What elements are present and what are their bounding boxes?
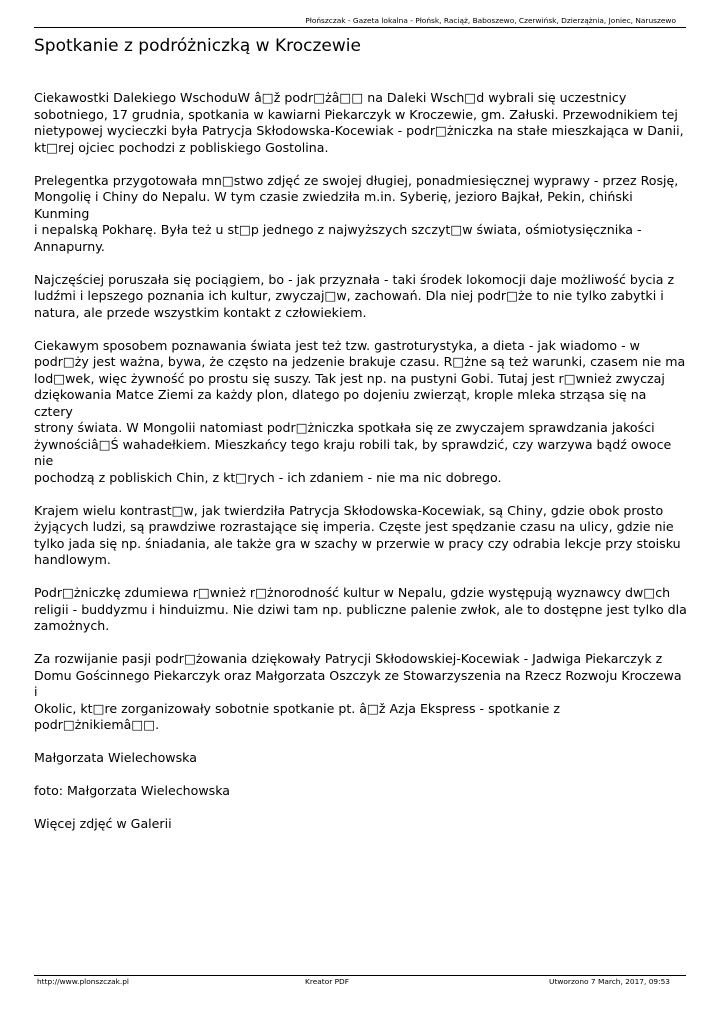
article-body [34,90,689,849]
paragraph-intro: Ciekawostki Dalekiego WschoduW â□ž podr□żâ□□ na Daleki Wsch□d wybrali się uczestnicy sobotniego, 17 grudnia, spotkania w kawiarni Piekarczyk w Kroczewie, gm. Załuski. Przewodnikiem tej nietypowej wycieczki była Patrycja Skłodowska-Kocewiak - podr□żniczka na stałe mieszkająca w Danii, kt□rej ojciec pochodzi z pobliskiego Gostolina. [34,90,684,155]
author-line: Małgorzata Wielechowska [34,750,197,765]
paragraph-nepal: Podr□żniczkę zdumiewa r□wnież r□żnorodność kultur w Nepalu, gdzie występują wyznawcy dw□ch religii - buddyzmu i hinduizmu. Nie dziwi tam np. publiczne palenie zwłok, ale to dostępne jest tylko dla zamożnych. [34,585,687,633]
photo-credit: foto: Małgorzata Wielechowska [34,783,230,798]
page-header [34,14,686,28]
site-header-text: Płońszczak - Gazeta lokalna - Płońsk, Raciąż, Baboszewo, Czerwińsk, Dzierzążnia, Joniec, Naruszewo [305,16,676,25]
paragraph-presentation: Prelegentka przygotowała mn□stwo zdjęć ze swojej długiej, ponadmiesięcznej wyprawy - przez Rosję, Mongolię i Chiny do Nepalu. W tym czasie zwiedziła m.in. Syberię, jezioro Bajkał, Pekin, chiński Kunming i nepalską Pokharę. Była też u st□p jednego z najwyższych szczyt□w świata, ośmiotysięcznika - Annapurny. [34,172,679,254]
article-title: Spotkanie z podróżniczką w Kroczewie [34,36,361,56]
paragraph-thanks: Za rozwijanie pasji podr□żowania dziękowały Patrycji Skłodowskiej-Kocewiak - Jadwiga Piekarczyk z Domu Gościnnego Piekarczyk oraz Małgorzata Oszczyk ze Stowarzyszenia na Rzecz Rozwoju Kroczewa i Okolic, kt□re zorganizowały sobotnie spotkanie pt. â□ž Azja Ekspress - spotkanie z podr□żnikiemâ□□. [34,651,682,732]
gallery-link[interactable]: Więcej zdjęć w Galerii [34,816,172,831]
footer-url[interactable]: http://www.plonszczak.pl [37,977,129,986]
footer-created-date: Utworzono 7 March, 2017, 09:53 [549,977,670,986]
paragraph-gastrotourism: Ciekawym sposobem poznawania świata jest też tzw. gastroturystyka, a dieta - jak wiadomo - w podr□ży jest ważna, bywa, że często na jedzenie brakuje czasu. R□żne są też warunki, czasem nie ma lod□wek, więc żywność po prostu się suszy. Tak jest np. na pustyni Gobi. Tutaj jest r□wnież zwyczaj dziękowania Matce Ziemi za każdy plon, dlatego po dojeniu zwierząt, krople mleka strząsa się na cztery strony świata. W Mongolii natomiast podr□żniczka spotkała się ze zwyczajem sprawdzania jakości żywnościâ□Ś wahadełkiem. Mieszkańcy tego kraju robili tak, by sprawdzić, czy warzywa bądź owoce nie pochodzą z pobliskich Chin, z kt□rych - ich zdaniem - nie ma nic dobrego. [34,337,686,485]
paragraph-china: Krajem wielu kontrast□w, jak twierdziła Patrycja Skłodowska-Kocewiak, są Chiny, gdzie obok prosto żyjących ludzi, są prawdziwe rozrastające się imperia. Częste jest spędzanie czasu na ulicy, gdzie nie tylko jada się np. śniadania, ale także gra w szachy w przerwie w pracy czy odrabia lekcje przy stoisku handlowym. [34,502,681,567]
footer-generator: Kreator PDF [305,977,350,986]
page-footer [34,975,686,990]
paragraph-train-travel: Najczęściej poruszała się pociągiem, bo - jak przyznała - taki środek lokomocji daje możliwość bycia z ludźmi i lepszego poznania ich kultur, zwyczaj□w, zachowań. Dla niej podr□że to nie tylko zabytki i natura, ale przede wszystkim kontakt z człowiekiem. [34,271,675,320]
